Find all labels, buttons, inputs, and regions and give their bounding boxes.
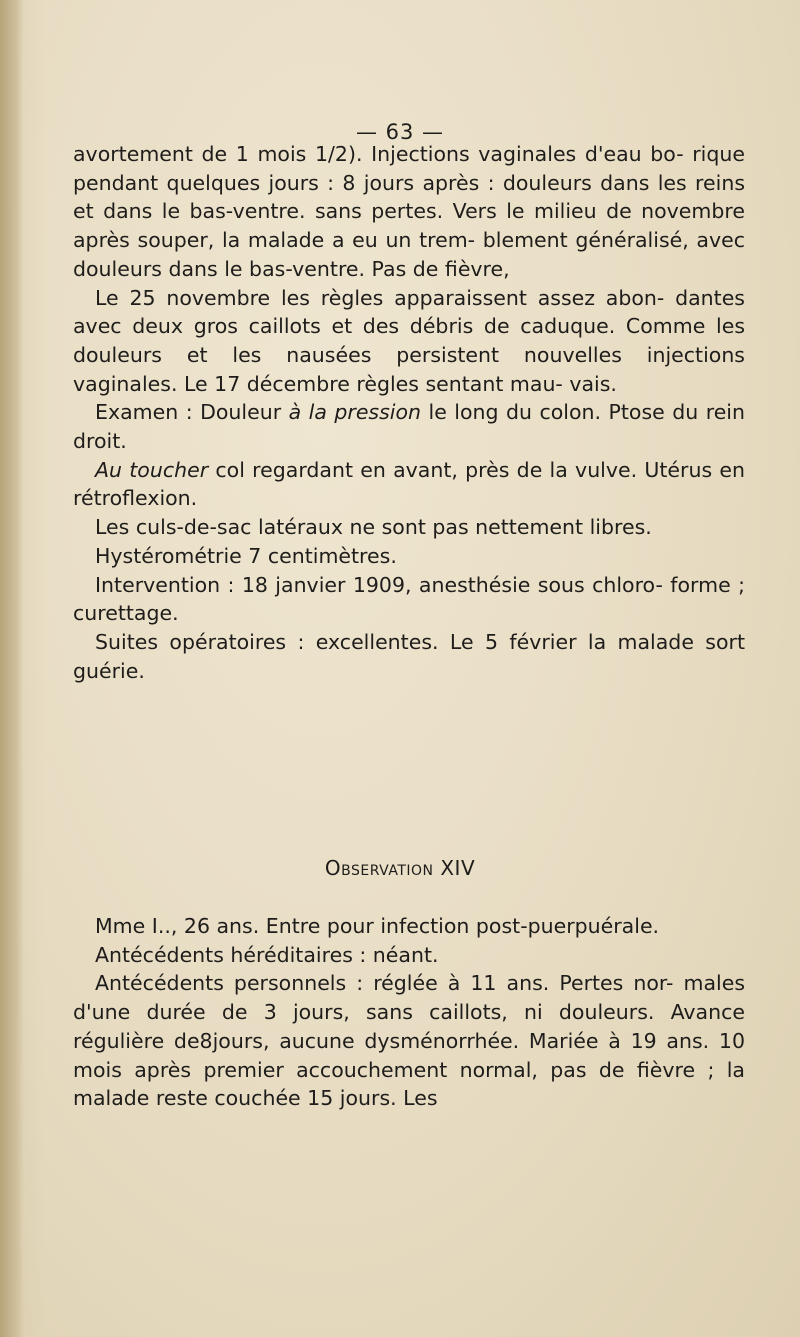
observation-heading: Observation XIV bbox=[324, 856, 476, 880]
paragraph: Suites opératoires : excellentes. Le 5 février la malade sort guérie. bbox=[73, 629, 745, 683]
paragraph: Intervention : 18 janvier 1909, anesthésie sous chloro- forme ; curettage. bbox=[73, 572, 745, 626]
paragraph: Antécédents héréditaires : néant. bbox=[95, 942, 439, 967]
page-gutter bbox=[0, 0, 24, 1337]
paragraph: Les culs-de-sac latéraux ne sont pas nettement libres. bbox=[95, 515, 652, 540]
paragraph-touch: Au toucher col regardant en avant, près de la vulve. Utérus en rétroflexion. bbox=[73, 457, 745, 511]
paragraph: avortement de 1 mois 1/2). Injections vaginales d'eau bo- rique pendant quelques jours : 8 jours après : douleurs dans les reins et dans le bas-ventre. sans pertes. Vers le milieu de novembre après souper, la malade a eu un trem- blement généralisé, avec douleurs dans le bas-ventre. Pas de fièvre, bbox=[73, 142, 745, 281]
paragraph: Hystérométrie 7 centimètres. bbox=[95, 543, 397, 568]
text-block-top bbox=[73, 140, 745, 685]
paragraph: Antécédents personnels : réglée à 11 ans. Pertes nor- males d'une durée de 3 jours, sans caillots, ni douleurs. Avance régulière de8jours, aucune dysménorrhée. Mariée à 19 ans. 10 mois après premier accouchement normal, pas de fièvre ; la malade reste couchée 15 jours. Les bbox=[73, 971, 745, 1111]
paragraph-exam: Examen : Douleur à la pression le long du colon. Ptose du rein droit. bbox=[73, 400, 745, 454]
paragraph: Mme I.., 26 ans. Entre pour infection post-puerpuérale. bbox=[95, 914, 660, 938]
paragraph: Le 25 novembre les règles apparaissent assez abon- dantes avec deux gros caillots et des débris de caduque. Comme les douleurs et les nausées persistent nouvelles injections vaginales. Le 17 décembre règles sentant mau- vais. bbox=[73, 285, 745, 396]
text-block-bottom bbox=[73, 912, 745, 1113]
page-number: — 63 — bbox=[355, 120, 445, 144]
